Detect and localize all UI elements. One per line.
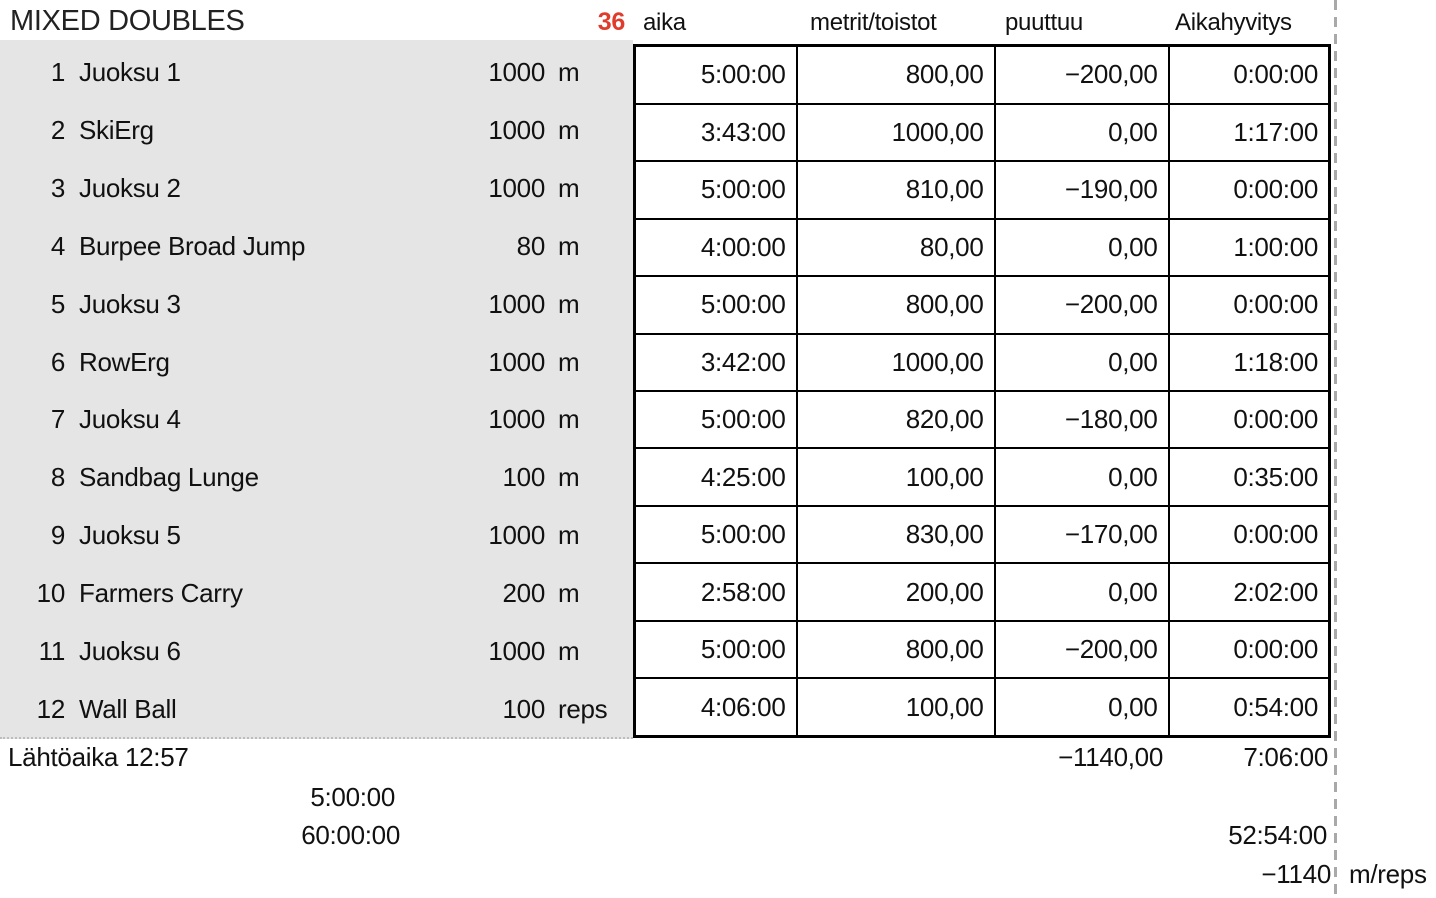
exercise-unit: m [558,230,580,261]
aika-cell[interactable]: 5:00:00 [635,506,797,563]
exercise-unit: reps [558,693,608,724]
exercise-unit: m [558,404,580,435]
puuttuu-cell[interactable]: 0,00 [995,334,1169,391]
exercise-row [0,507,633,565]
exercise-name: RowErg [79,346,170,377]
result-row [635,219,1330,276]
exercise-row [0,275,633,333]
exercise-distance: 1000 [488,288,545,319]
puuttuu-cell[interactable]: −170,00 [995,506,1169,563]
start-time-label: Lähtöaika 12:57 [8,742,189,772]
exercise-row [0,333,633,391]
metrit-cell[interactable]: 100,00 [797,678,995,736]
exercise-name: Juoksu 5 [79,520,181,551]
metrit-cell[interactable]: 830,00 [797,506,995,563]
metrit-cell[interactable]: 800,00 [797,276,995,333]
lap-count-cell[interactable]: 36 [597,8,625,36]
metrit-cell[interactable]: 1000,00 [797,104,995,161]
aikahyvitys-cell[interactable]: 0:00:00 [1169,276,1330,333]
exercise-number: 5 [50,288,65,319]
aikahyvitys-total: 7:06:00 [1243,742,1328,772]
exercise-unit: m [558,57,580,88]
puuttuu-cell[interactable]: −200,00 [995,621,1169,678]
exercise-number: 12 [36,693,65,724]
puuttuu-cell[interactable]: 0,00 [995,678,1169,736]
exercise-name: Juoksu 1 [79,57,181,88]
metrit-cell[interactable]: 800,00 [797,46,995,104]
exercise-number: 4 [50,230,65,261]
puuttuu-cell[interactable]: −180,00 [995,391,1169,448]
exercise-distance: 100 [502,693,545,724]
exercise-name: Sandbag Lunge [79,462,259,493]
total-time-cap: 60:00:00 [301,820,400,850]
result-row [635,448,1330,505]
finish-time: 52:54:00 [1228,820,1327,850]
metrit-cell[interactable]: 100,00 [797,448,995,505]
aikahyvitys-cell[interactable]: 0:00:00 [1169,46,1330,104]
aikahyvitys-cell[interactable]: 0:35:00 [1169,448,1330,505]
result-row [635,104,1330,161]
exercise-unit: m [558,462,580,493]
aikahyvitys-cell[interactable]: 1:18:00 [1169,334,1330,391]
puuttuu-cell[interactable]: −200,00 [995,276,1169,333]
exercise-name: Burpee Broad Jump [79,230,306,261]
results-table [633,44,1331,738]
aika-cell[interactable]: 4:00:00 [635,219,797,276]
exercise-distance: 1000 [488,115,545,146]
exercise-distance: 200 [502,577,545,608]
result-row [635,506,1330,563]
aikahyvitys-cell[interactable]: 0:54:00 [1169,678,1330,736]
column-header-metrit-toistot: metrit/toistot [810,9,937,36]
exercise-number: 2 [50,115,65,146]
metrit-cell[interactable]: 1000,00 [797,334,995,391]
metrit-cell[interactable]: 80,00 [797,219,995,276]
exercise-name: SkiErg [79,115,154,146]
exercise-distance: 1000 [488,57,545,88]
exercise-row [0,44,633,102]
aika-cell[interactable]: 4:25:00 [635,448,797,505]
exercise-number: 7 [50,404,65,435]
exercise-name: Juoksu 4 [79,404,181,435]
exercise-unit: m [558,288,580,319]
exercise-number: 3 [50,173,65,204]
exercise-name: Wall Ball [79,693,177,724]
summary-row-missing [0,859,1436,895]
exercise-number: 8 [50,462,65,493]
metrit-cell[interactable]: 800,00 [797,621,995,678]
exercise-row [0,449,633,507]
aika-cell[interactable]: 5:00:00 [635,391,797,448]
result-row [635,276,1330,333]
metrit-cell[interactable]: 810,00 [797,161,995,218]
exercise-unit: m [558,173,580,204]
aika-cell[interactable]: 5:00:00 [635,621,797,678]
aikahyvitys-cell[interactable]: 0:00:00 [1169,391,1330,448]
exercise-name: Juoksu 3 [79,288,181,319]
exercise-distance: 1000 [488,173,545,204]
interval-time: 5:00:00 [310,782,395,812]
aikahyvitys-cell[interactable]: 0:00:00 [1169,161,1330,218]
aika-cell[interactable]: 5:00:00 [635,46,797,104]
exercise-number: 11 [38,635,65,666]
exercise-distance: 1000 [488,520,545,551]
exercise-unit: m [558,115,580,146]
exercise-row [0,160,633,218]
exercise-distance: 1000 [488,346,545,377]
summary-row-totals [0,742,1436,778]
metrit-cell[interactable]: 200,00 [797,563,995,620]
exercise-distance: 80 [516,230,545,261]
summary-row-total-time [0,820,1436,856]
aikahyvitys-cell[interactable]: 0:00:00 [1169,506,1330,563]
result-row [635,621,1330,678]
aikahyvitys-cell[interactable]: 1:00:00 [1169,219,1330,276]
missing-total: −1140 [1261,859,1331,889]
exercise-number: 9 [50,520,65,551]
column-header-aikahyvitys: Aikahyvitys [1175,9,1292,36]
exercise-unit: m [558,577,580,608]
aikahyvitys-cell[interactable]: 1:17:00 [1169,104,1330,161]
puuttuu-total: −1140,00 [1058,742,1163,772]
exercise-distance: 1000 [488,404,545,435]
exercise-name: Juoksu 2 [79,173,181,204]
result-row [635,161,1330,218]
exercise-row [0,564,633,622]
result-row [635,678,1330,736]
exercise-distance: 1000 [488,635,545,666]
exercise-unit: m [558,346,580,377]
summary-row-interval [0,782,1436,818]
exercise-number: 10 [36,577,65,608]
exercise-distance: 100 [502,462,545,493]
result-row [635,391,1330,448]
exercise-row [0,622,633,680]
puuttuu-cell[interactable]: −200,00 [995,46,1169,104]
metrit-cell[interactable]: 820,00 [797,391,995,448]
puuttuu-cell[interactable]: 0,00 [995,219,1169,276]
exercise-row [0,391,633,449]
exercise-unit: m [558,635,580,666]
exercise-row [0,680,633,738]
aika-cell[interactable]: 5:00:00 [635,276,797,333]
exercise-name: Juoksu 6 [79,635,181,666]
exercise-number: 6 [50,346,65,377]
puuttuu-cell[interactable]: 0,00 [995,563,1169,620]
aikahyvitys-cell[interactable]: 0:00:00 [1169,621,1330,678]
aika-cell[interactable]: 3:43:00 [635,104,797,161]
puuttuu-cell[interactable]: −190,00 [995,161,1169,218]
missing-unit-label: m/reps [1349,859,1427,889]
aikahyvitys-cell[interactable]: 2:02:00 [1169,563,1330,620]
exercise-row [0,217,633,275]
page-title: MIXED DOUBLES [10,5,245,37]
aika-cell[interactable]: 2:58:00 [635,563,797,620]
puuttuu-cell[interactable]: 0,00 [995,104,1169,161]
aika-cell[interactable]: 4:06:00 [635,678,797,736]
aika-cell[interactable]: 3:42:00 [635,334,797,391]
puuttuu-cell[interactable]: 0,00 [995,448,1169,505]
result-row [635,563,1330,620]
exercise-number: 1 [50,57,65,88]
result-row [635,334,1330,391]
column-header-aika: aika [643,9,686,36]
exercise-unit: m [558,520,580,551]
exercise-name: Farmers Carry [79,577,243,608]
column-header-puuttuu: puuttuu [1005,9,1083,36]
result-row [635,46,1330,104]
aika-cell[interactable]: 5:00:00 [635,161,797,218]
exercise-row [0,102,633,160]
exercise-list [0,44,633,738]
